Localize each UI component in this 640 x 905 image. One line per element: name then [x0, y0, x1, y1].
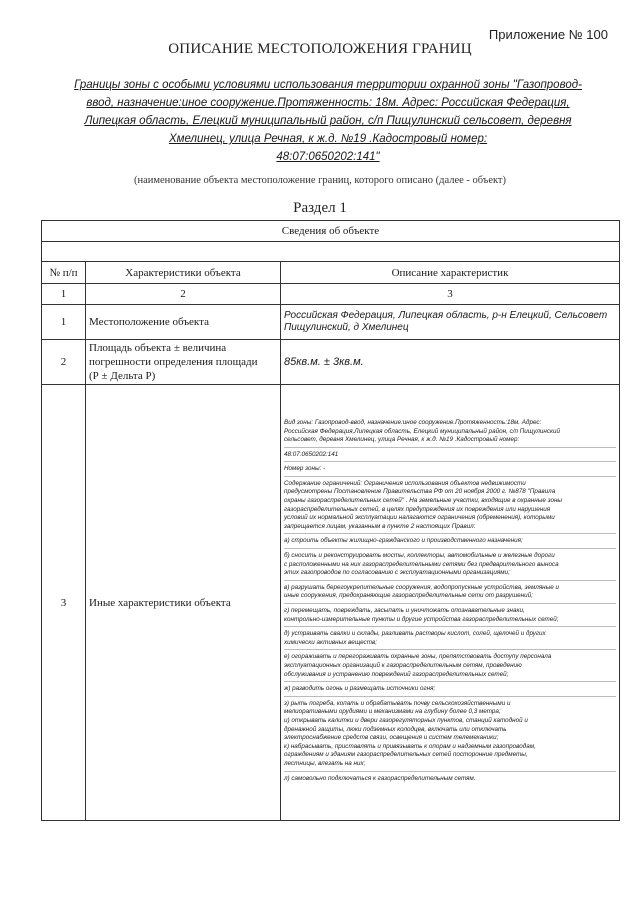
row-value: 85кв.м. ± 3кв.м. — [281, 340, 620, 385]
restriction-paragraph — [284, 584, 616, 604]
table-row — [42, 385, 620, 821]
header-characteristic: Характеристики объекта — [86, 262, 281, 284]
restriction-line: условий их нормальной эксплуатации налагаются ограничения (обременения), которыми — [284, 514, 555, 522]
restriction-paragraph — [284, 552, 616, 581]
restriction-line: предусмотрены Постановление Правительства РФ от 20 ноября 2000 г. №878 "Правила — [284, 488, 556, 496]
restriction-line: а) строить объекты жилищно-гражданского и производственного назначения; — [284, 537, 523, 545]
restriction-line: иные сооружения, предохраняющие газораспределительные сети от разрушений; — [284, 592, 533, 600]
restriction-line: д) устраивать свалки и склады, разливать растворы кислот, солей, щелочей и других — [284, 630, 546, 638]
restriction-line: Номер зоны: - — [284, 465, 326, 473]
row-name-line: Площадь объекта ± величина — [89, 342, 227, 354]
row-value-line: Российская Федерация, Липецкая область, р-н Елецкий, Сельсовет — [284, 310, 608, 321]
restriction-line: лестницы, влезать на них; — [284, 759, 366, 767]
annex-number: Приложение № 100 — [488, 27, 608, 42]
restriction-paragraph — [284, 480, 616, 535]
header-description: Описание характеристик — [281, 262, 620, 284]
restriction-line: б) сносить и реконструировать мосты, коллекторы, автомобильные и железные дороги — [284, 552, 555, 560]
restriction-paragraph — [284, 451, 616, 463]
col-number-3: 3 — [281, 284, 620, 305]
restriction-paragraph — [284, 685, 616, 697]
restriction-line: з) рыть погреба, копать и обрабатывать почву сельскохозяйственными и — [284, 699, 511, 707]
table-row — [42, 340, 620, 385]
row-name: Иные характеристики объекта — [86, 385, 281, 821]
restriction-line: е) огораживать и перегораживать охранные зоны, препятствовать доступу персонала — [284, 653, 552, 661]
restriction-paragraph — [284, 419, 616, 448]
restriction-line: г) перемещать, повреждать, засыпать и уничтожать опознавательные знаки, — [284, 607, 525, 614]
row-number: 2 — [42, 340, 86, 385]
document-title: ОПИСАНИЕ МЕСТОПОЛОЖЕНИЯ ГРАНИЦ — [168, 41, 472, 57]
restriction-line: Вид зоны: Газопровод-ввод, назначение:иное сооружение.Протяженность:18м. Адрес: — [284, 418, 542, 426]
restriction-line: электроснабжение средств связи, освещения и систем телемеханики; — [284, 734, 499, 742]
restriction-line: этих газопроводов по согласованию с эксплуатационными организациями; — [284, 569, 510, 577]
restriction-line: Российская Федерация,Липецкая область, Елецкий муниципальный район, с/п Пищулинский — [284, 427, 560, 435]
object-description-line: Хмелинец, улица Речная, к ж.д. №19 .Кадостровый номер: — [168, 133, 488, 145]
restriction-line: дренажной защиты, люки подземных колодцев, включать или отключать — [284, 725, 507, 733]
restriction-line: контрольно-измерительные пункты и другие устройства газораспределительных сетей; — [284, 615, 559, 623]
restriction-paragraph — [284, 700, 616, 772]
table-heading: Сведения об объекте — [42, 221, 620, 242]
restriction-line: эксплуатационных организаций к газораспределительным сетям, проведению — [284, 661, 522, 669]
row-name-line: погрешности определения площади — [89, 356, 258, 368]
row-number: 3 — [42, 385, 86, 821]
restriction-line: сельсовет, деревня Хмелинец, улица Речная, к ж.д. №19 .Кадостровый номер: — [284, 436, 520, 444]
object-description-line: 48:07:0650202:141" — [276, 151, 380, 163]
restriction-line: газораспределительных сетей, в целях предупреждения их повреждения или нарушения — [284, 505, 551, 513]
object-description-line: ввод, назначение:иное сооружение.Протяженность: 18м. Адрес: Российская Федерация, — [86, 97, 570, 109]
restriction-line: ограждениям и зданиям газораспределительных сетей посторонние предметы, — [284, 751, 528, 759]
restriction-line: обслуживания и устранению повреждений газораспределительных сетей; — [284, 670, 509, 678]
object-info-table — [41, 220, 620, 821]
restriction-line: с расположенными на них газораспределительными сетями без предварительного выноса — [284, 560, 559, 568]
restriction-paragraph — [284, 537, 616, 549]
object-description — [48, 76, 608, 166]
restriction-paragraph — [284, 607, 616, 627]
restriction-line: 48:07:0650202:141 — [284, 450, 339, 458]
restriction-line: в) разрушать берегоукрепительные сооружения, водопропускные устройства, земляные и — [284, 583, 560, 591]
header-number: № п/п — [42, 262, 86, 284]
row-value-line: Пищулинский, д Хмелинец — [284, 322, 409, 333]
section-title: Раздел 1 — [293, 200, 347, 216]
restriction-line: ж) разводить огонь и размещать источники огня; — [284, 685, 436, 693]
restriction-line: к) набрасывать, приставлять и привязывать к опорам и надземным газопроводам, — [284, 742, 536, 750]
col-number-2: 2 — [86, 284, 281, 305]
restriction-line: Содержание ограничений: Ограничения использования объектов недвижимости — [284, 479, 526, 487]
restriction-paragraph — [284, 775, 616, 784]
restriction-line: химически активных веществ; — [284, 638, 377, 646]
table-row — [42, 305, 620, 340]
object-description-line: Границы зоны с особыми условиями использования территории охранной зоны "Газопровод- — [74, 79, 582, 91]
row-number: 1 — [42, 305, 86, 340]
restriction-line: охраны газораспределительных сетей" . На земельные участки, входящие в охранные зоны — [284, 497, 563, 505]
restriction-line: л) самовольно подключаться к газораспределительным сетям. — [284, 774, 476, 782]
restriction-line: запрещается лицам, указанным в пункте 2 настоящих Правил: — [284, 522, 476, 530]
restriction-line: мелиоративными орудиями и механизмами на глубину более 0,3 метра; — [284, 708, 501, 716]
object-description-line: Липецкая область, Елецкий муниципальный район, с/п Пищулинский сельсовет, деревня — [84, 115, 572, 127]
row-value — [281, 305, 620, 340]
row-name — [86, 340, 281, 385]
col-number-1: 1 — [42, 284, 86, 305]
restriction-paragraph — [284, 630, 616, 650]
other-characteristics-text — [281, 385, 620, 821]
object-caption: (наименование объекта местоположение границ, которого описано (далее - объект) — [133, 175, 507, 186]
row-name: Местоположение объекта — [86, 305, 281, 340]
restriction-line: и) открывать калитки и двери газорегуляторных пунктов, станций катодной и — [284, 716, 528, 724]
restriction-paragraph — [284, 465, 616, 477]
table-empty-row — [42, 242, 620, 262]
row-name-line: (Р ± Дельта Р) — [89, 370, 156, 382]
restriction-paragraph — [284, 653, 616, 682]
